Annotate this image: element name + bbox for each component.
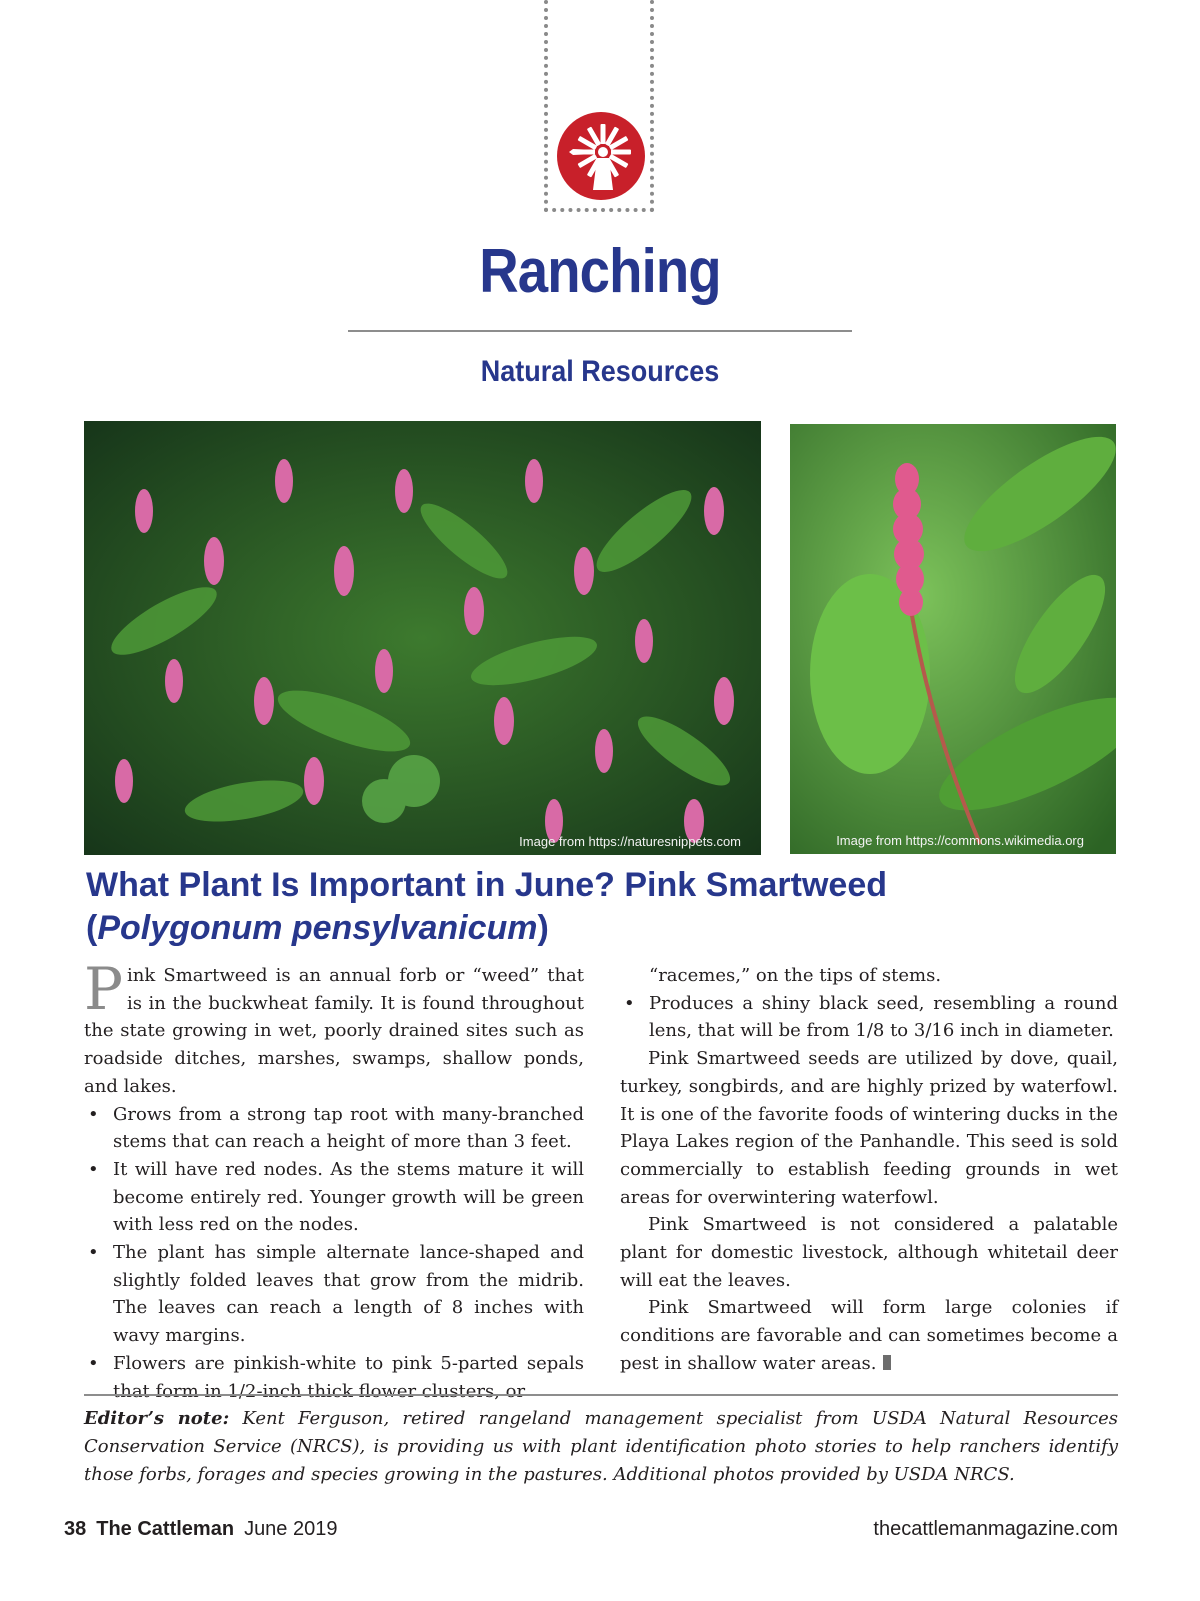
editor-note (84, 1405, 1118, 1489)
smartweed-closeup-photo (790, 424, 1116, 854)
editor-note-divider (84, 1394, 1118, 1396)
section-divider (348, 330, 852, 332)
website-link[interactable]: thecattlemanmagazine.com (873, 1518, 1118, 1540)
article-column-left (84, 955, 584, 1405)
editor-note-text: Kent Ferguson, retired rangeland management specialist from USDA Natural Resources Conservation Service (NRCS), is providing us with plant identification photo stories to help ranchers identify those forbs, forages and species growing in the pastures. Additional photos provided by USDA NRCS. (84, 1408, 1119, 1485)
paragraph (620, 1294, 1118, 1377)
intro-paragraph (84, 955, 584, 1101)
paragraph: Pink Smartweed seeds are utilized by dove, quail, turkey, songbirds, and are highly prized by waterfowl. It is one of the favorite foods of wintering ducks in the Playa Lakes region of the Panhandle. This seed is sold commercially to establish feeding grounds in wet areas for overwintering waterfowl. (620, 1048, 1118, 1208)
windmill-icon (557, 112, 645, 200)
paragraph: Pink Smartweed is not considered a palatable plant for domestic livestock, although whitetail deer will eat the leaves. (620, 1214, 1118, 1291)
bullet-continuation: “racemes,” on the tips of stems. (649, 965, 942, 986)
list-item: • The plant has simple alternate lance-shaped and slightly folded leaves that grow from the midrib. The leaves can reach a length of 8 inches with wavy margins. (84, 1239, 584, 1350)
article-headline (86, 864, 1126, 950)
headline-paren-close: ) (537, 909, 549, 947)
photo-credit: Image from https://commons.wikimedia.org (836, 833, 1084, 848)
headline-paren-open: ( (86, 909, 98, 947)
section-title: Ranching (479, 237, 721, 306)
subsection-title: Natural Resources (480, 355, 720, 388)
list-item: • Grows from a strong tap root with many-branched stems that can reach a height of more than 3 feet. (84, 1101, 584, 1156)
editor-note-label: Editor’s note: (84, 1408, 230, 1429)
page-number: 38 (64, 1518, 87, 1540)
photo-credit: Image from https://naturesnippets.com (519, 834, 741, 849)
magazine-name: The Cattleman (96, 1518, 235, 1540)
bullet-list-left (84, 1101, 584, 1406)
article-column-right (620, 962, 1118, 1378)
end-mark (883, 1355, 891, 1370)
smartweed-field-photo (84, 421, 761, 855)
paragraph-text: Pink Smartweed will form large colonies if conditions are favorable and can sometimes become a pest in shallow water areas. (620, 1297, 1118, 1374)
issue-date: June 2019 (244, 1518, 338, 1540)
drop-cap: P (84, 955, 124, 1023)
intro-text: ink Smartweed is an annual forb or “weed” that is in the buckwheat family. It is found throughout the state growing in wet, poorly drained sites such as roadside ditches, marshes, swamps, shallow ponds, and lakes. (84, 965, 584, 1097)
page-footer (64, 1518, 1118, 1541)
list-item: • It will have red nodes. As the stems mature it will become entirely red. Younger growth will be green with less red on the nodes. (84, 1156, 584, 1239)
list-item: • Flowers are pinkish-white to pink 5-parted sepals that form in 1/2-inch thick flower clusters, or (84, 1350, 584, 1405)
bullet-list-right (620, 990, 1118, 1045)
list-item: • Produces a shiny black seed, resembling a round lens, that will be from 1/8 to 3/16 inch in diameter. (620, 990, 1118, 1045)
headline-main: What Plant Is Important in June? Pink Smartweed (86, 866, 888, 904)
headline-scientific-name: Polygonum pensylvanicum (97, 909, 538, 947)
